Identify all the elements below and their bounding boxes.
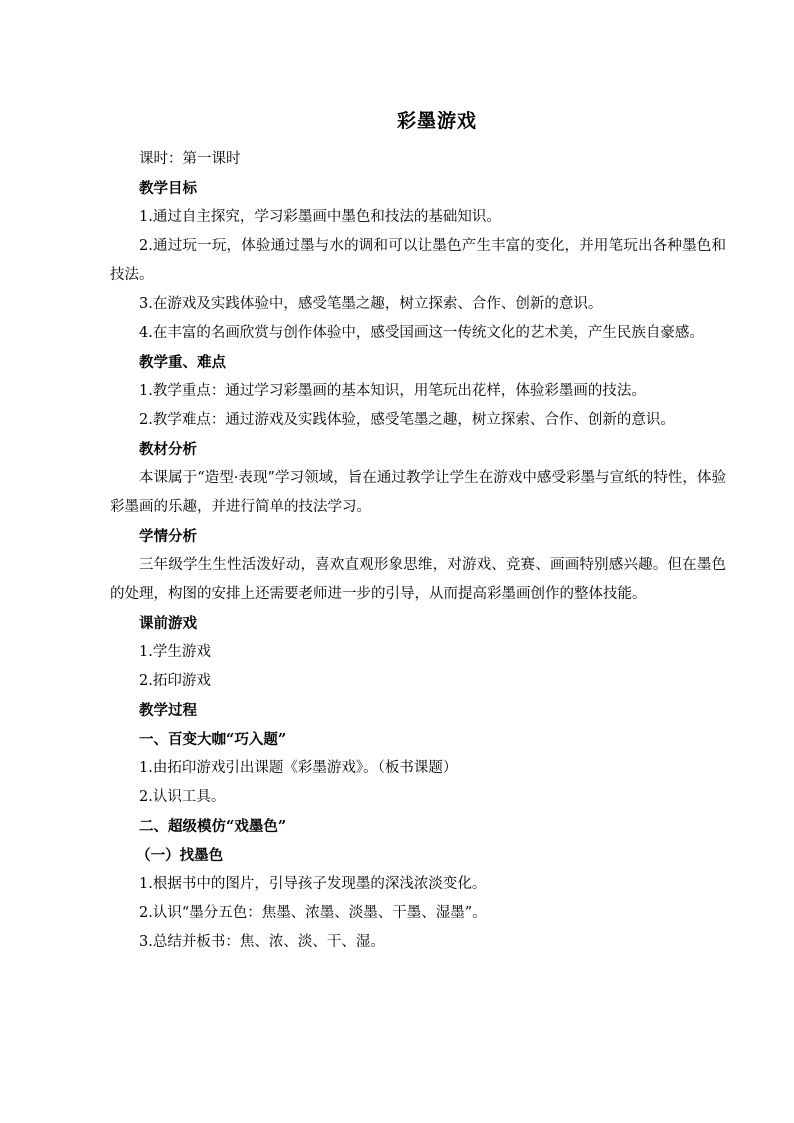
heading-material-analysis: 教材分析 <box>139 441 197 458</box>
process-item: 1.根据书中的图片，引导孩子发现墨的深浅浓淡变化。 <box>139 876 487 892</box>
heading-process-part-2-sub-1: （一）找墨色 <box>136 847 224 864</box>
document-body <box>110 145 726 957</box>
process-item: 3.总结并板书：焦、浓、淡、干、湿。 <box>139 934 385 950</box>
class-time-line: 课时：第一课时 <box>139 151 241 167</box>
heading-pre-class-games: 课前游戏 <box>139 615 197 632</box>
pre-class-game-item: 1.学生游戏 <box>139 644 211 660</box>
process-item: 2.认识“墨分五色：焦墨、浓墨、淡墨、干墨、湿墨”。 <box>139 905 487 921</box>
goal-item: 3.在游戏及实践体验中，感受笔墨之趣，树立探索、合作、创新的意识。 <box>139 296 603 312</box>
heading-process-part-2: 二、超级模仿“戏墨色” <box>139 818 287 835</box>
heading-key-points: 教学重、难点 <box>139 354 226 371</box>
process-item: 2.认识工具。 <box>139 789 226 805</box>
material-analysis-text: 本课属于“造型·表现”学习领域，旨在通过教学让学生在游戏中感受彩墨与宣纸的特性，体验彩墨画的乐趣，并进行简单的技法学习。 <box>110 470 726 515</box>
heading-process-part-1: 一、百变大咖“巧入题” <box>139 731 287 748</box>
goal-item: 2.通过玩一玩，体验通过墨与水的调和可以让墨色产生丰富的变化，并用笔玩出各种墨色和技法。 <box>110 238 726 283</box>
goal-item: 4.在丰富的名画欣赏与创作体验中，感受国画这一传统文化的艺术美，产生民族自豪感。 <box>139 325 704 341</box>
heading-teaching-process: 教学过程 <box>139 702 197 719</box>
goal-item: 1.通过自主探究，学习彩墨画中墨色和技法的基础知识。 <box>139 209 501 225</box>
pre-class-game-item: 2.拓印游戏 <box>139 673 211 689</box>
key-point-item: 2.教学难点：通过游戏及实践体验，感受笔墨之趣，树立探索、合作、创新的意识。 <box>139 412 675 428</box>
heading-teaching-goals: 教学目标 <box>139 180 197 197</box>
key-point-item: 1.教学重点：通过学习彩墨画的基本知识，用笔玩出花样，体验彩墨画的技法。 <box>139 383 646 399</box>
document-title: 彩墨游戏 <box>396 110 477 132</box>
student-analysis-text: 三年级学生生性活泼好动，喜欢直观形象思维，对游戏、竞赛、画画特别感兴趣。但在墨色的处理，构图的安排上还需要老师进一步的引导，从而提高彩墨画创作的整体技能。 <box>110 557 726 602</box>
process-item: 1.由拓印游戏引出课题《彩墨游戏》。（板书课题） <box>139 760 458 776</box>
heading-student-analysis: 学情分析 <box>139 528 197 545</box>
